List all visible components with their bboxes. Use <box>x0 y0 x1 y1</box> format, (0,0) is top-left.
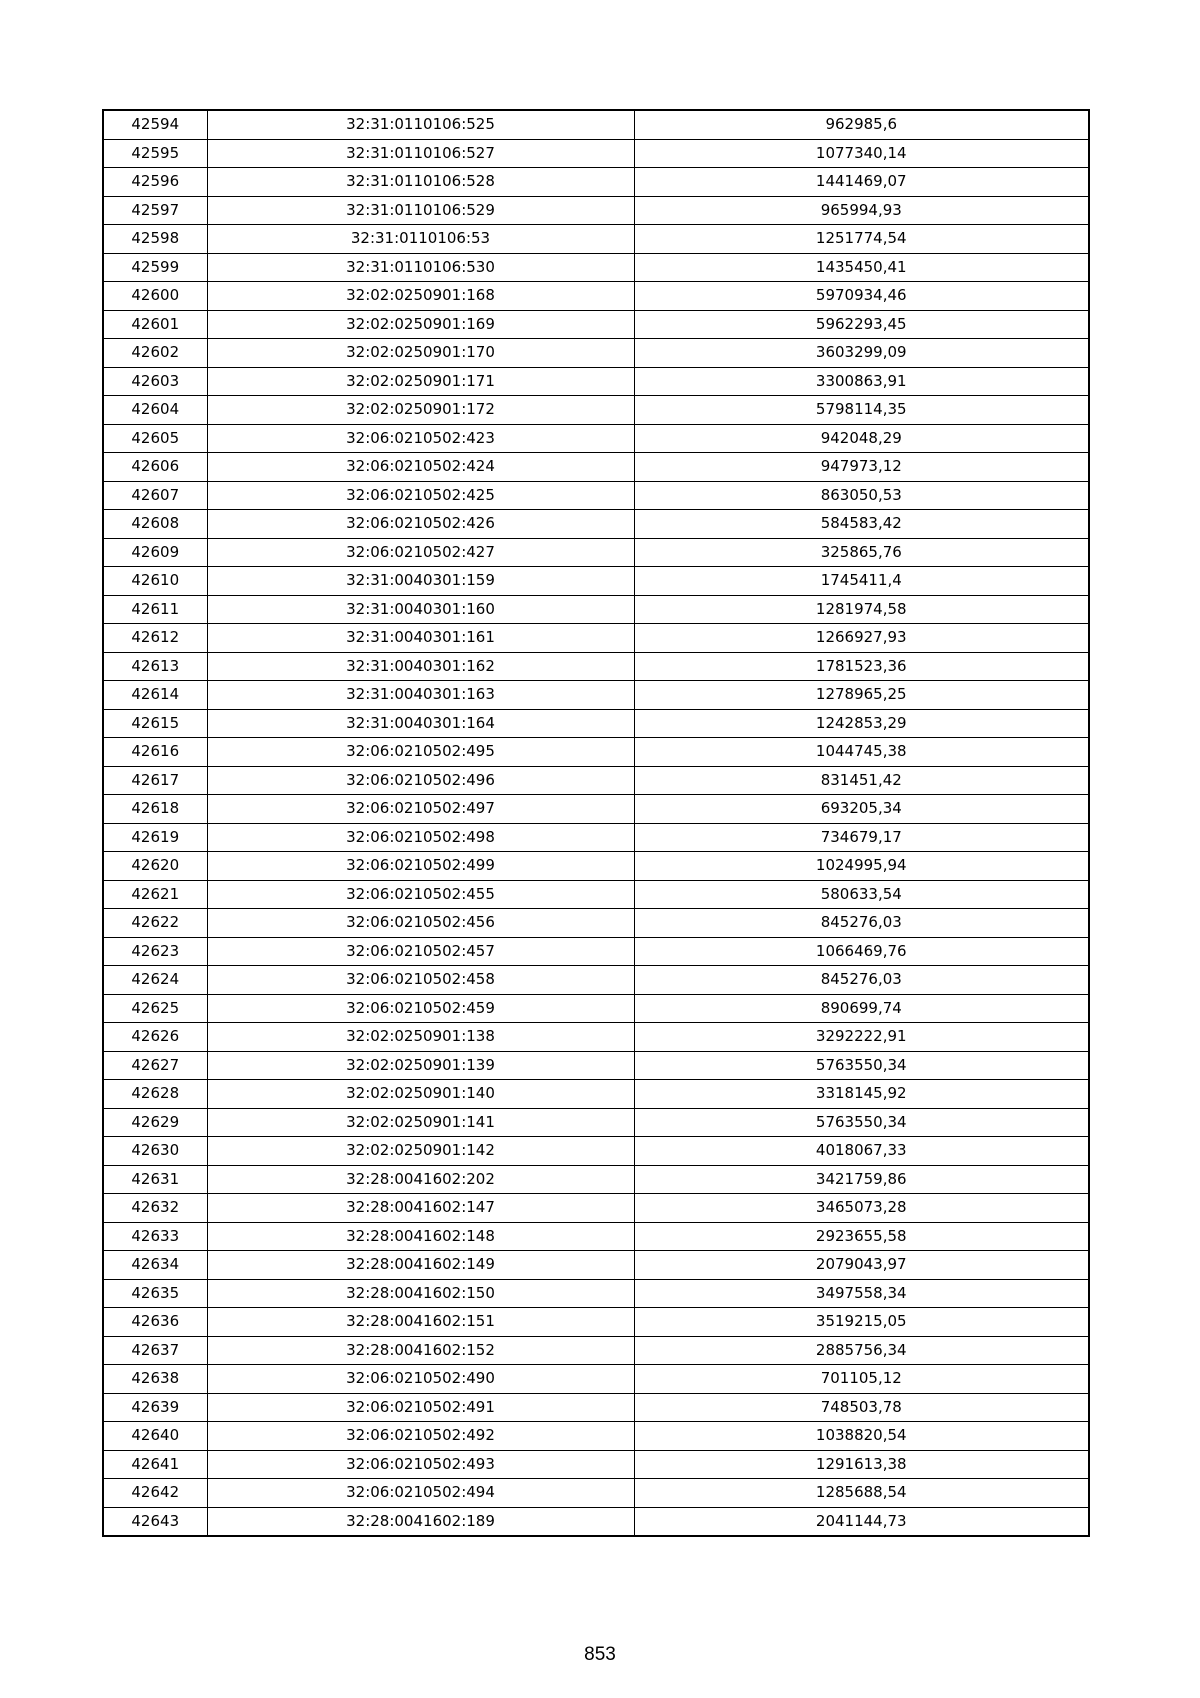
cadastral-number-cell: 32:31:0110106:529 <box>207 196 634 225</box>
cadastral-number-cell: 32:06:0210502:493 <box>207 1450 634 1479</box>
table-row <box>103 1080 1089 1109</box>
table-row <box>103 196 1089 225</box>
row-number-cell: 42596 <box>103 168 207 197</box>
row-number-cell: 42621 <box>103 880 207 909</box>
row-number-cell: 42641 <box>103 1450 207 1479</box>
table-row <box>103 1450 1089 1479</box>
table-row <box>103 1479 1089 1508</box>
cadastral-number-cell: 32:31:0040301:159 <box>207 567 634 596</box>
cadastral-number-cell: 32:31:0110106:525 <box>207 110 634 139</box>
row-number-cell: 42601 <box>103 310 207 339</box>
table-row <box>103 139 1089 168</box>
value-cell: 325865,76 <box>634 538 1089 567</box>
value-cell: 831451,42 <box>634 766 1089 795</box>
value-cell: 1745411,4 <box>634 567 1089 596</box>
cadastral-number-cell: 32:28:0041602:148 <box>207 1222 634 1251</box>
cadastral-number-cell: 32:06:0210502:492 <box>207 1422 634 1451</box>
table-row <box>103 1393 1089 1422</box>
table-row <box>103 396 1089 425</box>
row-number-cell: 42616 <box>103 738 207 767</box>
row-number-cell: 42622 <box>103 909 207 938</box>
value-cell: 3421759,86 <box>634 1165 1089 1194</box>
cadastral-number-cell: 32:02:0250901:138 <box>207 1023 634 1052</box>
row-number-cell: 42595 <box>103 139 207 168</box>
cadastral-number-cell: 32:02:0250901:170 <box>207 339 634 368</box>
row-number-cell: 42598 <box>103 225 207 254</box>
row-number-cell: 42597 <box>103 196 207 225</box>
row-number-cell: 42634 <box>103 1251 207 1280</box>
row-number-cell: 42624 <box>103 966 207 995</box>
cadastral-number-cell: 32:06:0210502:456 <box>207 909 634 938</box>
row-number-cell: 42612 <box>103 624 207 653</box>
row-number-cell: 42594 <box>103 110 207 139</box>
cadastral-number-cell: 32:06:0210502:425 <box>207 481 634 510</box>
row-number-cell: 42631 <box>103 1165 207 1194</box>
row-number-cell: 42605 <box>103 424 207 453</box>
value-cell: 845276,03 <box>634 966 1089 995</box>
cadastral-number-cell: 32:28:0041602:147 <box>207 1194 634 1223</box>
row-number-cell: 42642 <box>103 1479 207 1508</box>
cadastral-number-cell: 32:02:0250901:168 <box>207 282 634 311</box>
value-cell: 3603299,09 <box>634 339 1089 368</box>
table-row <box>103 1251 1089 1280</box>
row-number-cell: 42633 <box>103 1222 207 1251</box>
value-cell: 1281974,58 <box>634 595 1089 624</box>
table-row <box>103 367 1089 396</box>
cadastral-number-cell: 32:31:0110106:528 <box>207 168 634 197</box>
row-number-cell: 42613 <box>103 652 207 681</box>
cadastral-number-cell: 32:31:0110106:53 <box>207 225 634 254</box>
value-cell: 845276,03 <box>634 909 1089 938</box>
table-row <box>103 538 1089 567</box>
page-number: 853 <box>584 1644 616 1665</box>
value-cell: 3292222,91 <box>634 1023 1089 1052</box>
cadastral-number-cell: 32:28:0041602:150 <box>207 1279 634 1308</box>
table-row <box>103 510 1089 539</box>
value-cell: 942048,29 <box>634 424 1089 453</box>
cadastral-number-cell: 32:06:0210502:491 <box>207 1393 634 1422</box>
row-number-cell: 42640 <box>103 1422 207 1451</box>
table-row <box>103 481 1089 510</box>
row-number-cell: 42638 <box>103 1365 207 1394</box>
table-row <box>103 880 1089 909</box>
cadastral-number-cell: 32:02:0250901:141 <box>207 1108 634 1137</box>
value-cell: 1024995,94 <box>634 852 1089 881</box>
value-cell: 3497558,34 <box>634 1279 1089 1308</box>
cadastral-number-cell: 32:06:0210502:495 <box>207 738 634 767</box>
cadastral-number-cell: 32:06:0210502:490 <box>207 1365 634 1394</box>
cadastral-number-cell: 32:02:0250901:171 <box>207 367 634 396</box>
value-cell: 2041144,73 <box>634 1507 1089 1536</box>
cadastral-number-cell: 32:06:0210502:426 <box>207 510 634 539</box>
cadastral-number-cell: 32:28:0041602:202 <box>207 1165 634 1194</box>
cadastral-number-cell: 32:06:0210502:457 <box>207 937 634 966</box>
row-number-cell: 42608 <box>103 510 207 539</box>
table-row <box>103 681 1089 710</box>
row-number-cell: 42629 <box>103 1108 207 1137</box>
cadastral-number-cell: 32:06:0210502:494 <box>207 1479 634 1508</box>
value-cell: 965994,93 <box>634 196 1089 225</box>
row-number-cell: 42606 <box>103 453 207 482</box>
table-row <box>103 253 1089 282</box>
data-table <box>102 109 1090 1537</box>
cadastral-number-cell: 32:06:0210502:496 <box>207 766 634 795</box>
table-row <box>103 339 1089 368</box>
row-number-cell: 42620 <box>103 852 207 881</box>
table-row <box>103 1051 1089 1080</box>
cadastral-number-cell: 32:06:0210502:427 <box>207 538 634 567</box>
value-cell: 3465073,28 <box>634 1194 1089 1223</box>
table-row <box>103 1165 1089 1194</box>
value-cell: 3318145,92 <box>634 1080 1089 1109</box>
value-cell: 5970934,46 <box>634 282 1089 311</box>
cadastral-number-cell: 32:31:0040301:162 <box>207 652 634 681</box>
table-row <box>103 624 1089 653</box>
row-number-cell: 42604 <box>103 396 207 425</box>
value-cell: 734679,17 <box>634 823 1089 852</box>
row-number-cell: 42615 <box>103 709 207 738</box>
value-cell: 1242853,29 <box>634 709 1089 738</box>
value-cell: 1044745,38 <box>634 738 1089 767</box>
row-number-cell: 42637 <box>103 1336 207 1365</box>
table-row <box>103 595 1089 624</box>
cadastral-number-cell: 32:28:0041602:189 <box>207 1507 634 1536</box>
row-number-cell: 42607 <box>103 481 207 510</box>
table-row <box>103 168 1089 197</box>
table-row <box>103 1108 1089 1137</box>
value-cell: 1441469,07 <box>634 168 1089 197</box>
cadastral-number-cell: 32:06:0210502:459 <box>207 994 634 1023</box>
row-number-cell: 42635 <box>103 1279 207 1308</box>
row-number-cell: 42623 <box>103 937 207 966</box>
table-row <box>103 1336 1089 1365</box>
value-cell: 2079043,97 <box>634 1251 1089 1280</box>
row-number-cell: 42625 <box>103 994 207 1023</box>
value-cell: 748503,78 <box>634 1393 1089 1422</box>
row-number-cell: 42636 <box>103 1308 207 1337</box>
cadastral-number-cell: 32:02:0250901:139 <box>207 1051 634 1080</box>
cadastral-number-cell: 32:31:0040301:160 <box>207 595 634 624</box>
value-cell: 890699,74 <box>634 994 1089 1023</box>
value-cell: 1251774,54 <box>634 225 1089 254</box>
value-cell: 1266927,93 <box>634 624 1089 653</box>
table-row <box>103 937 1089 966</box>
table-row <box>103 994 1089 1023</box>
value-cell: 2923655,58 <box>634 1222 1089 1251</box>
cadastral-number-cell: 32:02:0250901:140 <box>207 1080 634 1109</box>
cadastral-number-cell: 32:31:0040301:163 <box>207 681 634 710</box>
value-cell: 962985,6 <box>634 110 1089 139</box>
table-row <box>103 766 1089 795</box>
value-cell: 693205,34 <box>634 795 1089 824</box>
table-row <box>103 909 1089 938</box>
cadastral-number-cell: 32:06:0210502:424 <box>207 453 634 482</box>
value-cell: 4018067,33 <box>634 1137 1089 1166</box>
cadastral-number-cell: 32:28:0041602:151 <box>207 1308 634 1337</box>
row-number-cell: 42614 <box>103 681 207 710</box>
value-cell: 1066469,76 <box>634 937 1089 966</box>
value-cell: 947973,12 <box>634 453 1089 482</box>
table-row <box>103 852 1089 881</box>
table-row <box>103 225 1089 254</box>
value-cell: 580633,54 <box>634 880 1089 909</box>
table-row <box>103 282 1089 311</box>
table-row <box>103 567 1089 596</box>
row-number-cell: 42627 <box>103 1051 207 1080</box>
row-number-cell: 42609 <box>103 538 207 567</box>
row-number-cell: 42602 <box>103 339 207 368</box>
value-cell: 1038820,54 <box>634 1422 1089 1451</box>
row-number-cell: 42618 <box>103 795 207 824</box>
table-row <box>103 1137 1089 1166</box>
table-row <box>103 453 1089 482</box>
value-cell: 1291613,38 <box>634 1450 1089 1479</box>
cadastral-number-cell: 32:31:0040301:161 <box>207 624 634 653</box>
value-cell: 701105,12 <box>634 1365 1089 1394</box>
row-number-cell: 42599 <box>103 253 207 282</box>
value-cell: 1781523,36 <box>634 652 1089 681</box>
table-body <box>103 110 1089 1536</box>
table-row <box>103 738 1089 767</box>
row-number-cell: 42603 <box>103 367 207 396</box>
table-row <box>103 1222 1089 1251</box>
cadastral-number-cell: 32:02:0250901:172 <box>207 396 634 425</box>
row-number-cell: 42628 <box>103 1080 207 1109</box>
value-cell: 3300863,91 <box>634 367 1089 396</box>
value-cell: 5763550,34 <box>634 1108 1089 1137</box>
table-row <box>103 1422 1089 1451</box>
row-number-cell: 42617 <box>103 766 207 795</box>
table-row <box>103 1365 1089 1394</box>
value-cell: 1278965,25 <box>634 681 1089 710</box>
table-row <box>103 110 1089 139</box>
cadastral-number-cell: 32:06:0210502:455 <box>207 880 634 909</box>
row-number-cell: 42611 <box>103 595 207 624</box>
value-cell: 3519215,05 <box>634 1308 1089 1337</box>
cadastral-number-cell: 32:06:0210502:423 <box>207 424 634 453</box>
table-row <box>103 795 1089 824</box>
cadastral-number-cell: 32:06:0210502:498 <box>207 823 634 852</box>
cadastral-number-cell: 32:02:0250901:142 <box>207 1137 634 1166</box>
cadastral-number-cell: 32:31:0110106:530 <box>207 253 634 282</box>
value-cell: 863050,53 <box>634 481 1089 510</box>
row-number-cell: 42639 <box>103 1393 207 1422</box>
row-number-cell: 42626 <box>103 1023 207 1052</box>
cadastral-number-cell: 32:31:0040301:164 <box>207 709 634 738</box>
cadastral-number-cell: 32:28:0041602:149 <box>207 1251 634 1280</box>
value-cell: 2885756,34 <box>634 1336 1089 1365</box>
value-cell: 1435450,41 <box>634 253 1089 282</box>
cadastral-number-cell: 32:31:0110106:527 <box>207 139 634 168</box>
table-row <box>103 310 1089 339</box>
cadastral-number-cell: 32:02:0250901:169 <box>207 310 634 339</box>
row-number-cell: 42619 <box>103 823 207 852</box>
value-cell: 5763550,34 <box>634 1051 1089 1080</box>
table-row <box>103 1279 1089 1308</box>
cadastral-number-cell: 32:06:0210502:458 <box>207 966 634 995</box>
value-cell: 5962293,45 <box>634 310 1089 339</box>
table-row <box>103 1308 1089 1337</box>
value-cell: 1077340,14 <box>634 139 1089 168</box>
value-cell: 5798114,35 <box>634 396 1089 425</box>
cadastral-number-cell: 32:28:0041602:152 <box>207 1336 634 1365</box>
table-row <box>103 1507 1089 1536</box>
row-number-cell: 42600 <box>103 282 207 311</box>
table-row <box>103 966 1089 995</box>
table-row <box>103 652 1089 681</box>
row-number-cell: 42630 <box>103 1137 207 1166</box>
table-row <box>103 823 1089 852</box>
cadastral-number-cell: 32:06:0210502:497 <box>207 795 634 824</box>
table-row <box>103 1194 1089 1223</box>
value-cell: 1285688,54 <box>634 1479 1089 1508</box>
row-number-cell: 42632 <box>103 1194 207 1223</box>
table-row <box>103 424 1089 453</box>
row-number-cell: 42610 <box>103 567 207 596</box>
value-cell: 584583,42 <box>634 510 1089 539</box>
row-number-cell: 42643 <box>103 1507 207 1536</box>
cadastral-number-cell: 32:06:0210502:499 <box>207 852 634 881</box>
table-row <box>103 1023 1089 1052</box>
table-row <box>103 709 1089 738</box>
